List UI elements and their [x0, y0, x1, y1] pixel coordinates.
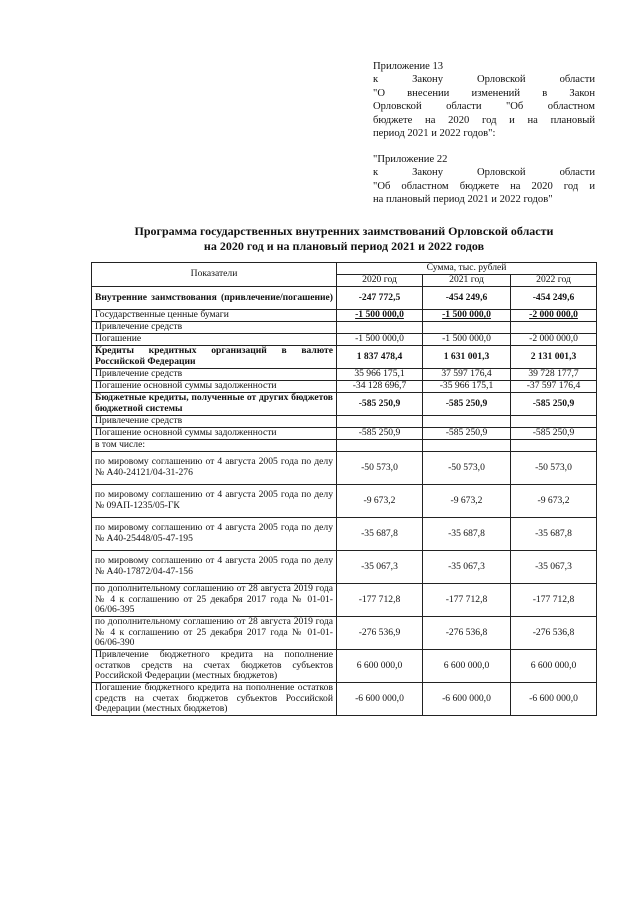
header-year: 2021 год	[423, 275, 511, 287]
row-value: -1 500 000,0	[423, 310, 511, 322]
row-value: -34 128 696,7	[337, 381, 423, 393]
table-row	[92, 452, 597, 485]
row-value: 37 597 176,4	[423, 369, 511, 381]
row-value: -585 250,9	[337, 428, 423, 440]
row-value: -6 600 000,0	[337, 683, 423, 716]
table-row	[92, 440, 597, 452]
row-label: Погашение	[92, 334, 337, 346]
row-value: 2 131 001,3	[511, 346, 597, 369]
row-value: -177 712,8	[423, 584, 511, 617]
row-value: 1 837 478,4	[337, 346, 423, 369]
row-value: -454 249,6	[423, 287, 511, 310]
row-value: -35 687,8	[423, 518, 511, 551]
table-row	[92, 287, 597, 310]
row-value: -35 067,3	[423, 551, 511, 584]
document-title	[90, 224, 598, 253]
row-value: -35 966 175,1	[423, 381, 511, 393]
row-value: -35 687,8	[337, 518, 423, 551]
row-value	[423, 416, 511, 428]
row-value	[511, 416, 597, 428]
row-value: -1 500 000,0	[337, 334, 423, 346]
row-value: -276 536,8	[423, 617, 511, 650]
row-value: -585 250,9	[337, 393, 423, 416]
borrowing-table	[91, 262, 597, 716]
row-label: Привлечение средств	[92, 369, 337, 381]
table-row	[92, 393, 597, 416]
row-value: -9 673,2	[511, 485, 597, 518]
row-value: -276 536,9	[337, 617, 423, 650]
row-value: 6 600 000,0	[511, 650, 597, 683]
row-label: по дополнительному соглашению от 28 августа 2019 года № 4 к соглашению от 25 декабря 2017 года № 01-01-06/06-390	[92, 617, 337, 650]
row-value	[423, 440, 511, 452]
row-value: -2 000 000,0	[511, 334, 597, 346]
row-label: по мировому соглашению от 4 августа 2005 года по делу № А40-24121/04-31-276	[92, 452, 337, 485]
title-line: на 2020 год и на плановый период 2021 и 2022 годов	[203, 238, 485, 253]
row-label: по мировому соглашению от 4 августа 2005 года по делу № А40-17872/04-47-156	[92, 551, 337, 584]
annex-13-line: Орловской области "Об областном	[373, 101, 595, 113]
table-row	[92, 428, 597, 440]
annex-13-block	[373, 60, 595, 140]
row-label: Погашение основной суммы задолженности	[92, 381, 337, 393]
row-value: 1 631 001,3	[423, 346, 511, 369]
table-row	[92, 322, 597, 334]
annex-13-line: "О внесении изменений в Закон	[373, 87, 595, 99]
row-label: в том числе:	[92, 440, 337, 452]
table-row	[92, 584, 597, 617]
row-value: -454 249,6	[511, 287, 597, 310]
row-value: -585 250,9	[423, 393, 511, 416]
annex-22-line: "Приложение 22	[373, 154, 448, 165]
title-line: Программа государственных внутренних заимствований Орловской области	[134, 224, 554, 238]
table-row	[92, 334, 597, 346]
row-label: по мировому соглашению от 4 августа 2005 года по делу № 09АП-1235/05-ГК	[92, 485, 337, 518]
annex-13-line: Приложение 13	[373, 61, 444, 72]
row-value: 6 600 000,0	[337, 650, 423, 683]
annex-22-block	[373, 153, 595, 207]
row-value: 35 966 175,1	[337, 369, 423, 381]
row-value: 39 728 177,7	[511, 369, 597, 381]
table-row	[92, 650, 597, 683]
annex-13-line: к Закону Орловской области	[373, 74, 595, 86]
row-label: Погашение бюджетного кредита на пополнение остатков средств на счетах бюджетов субъектов Российской Федерации (местных бюджетов)	[92, 683, 337, 716]
header-year: 2020 год	[337, 275, 423, 287]
row-value	[337, 440, 423, 452]
table-row	[92, 617, 597, 650]
annex-22-line: к Закону Орловской области	[373, 167, 595, 179]
row-value: -37 597 176,4	[511, 381, 597, 393]
table-row	[92, 683, 597, 716]
row-value: 6 600 000,0	[423, 650, 511, 683]
header-sum: Сумма, тыс. рублей	[337, 263, 597, 275]
header-year: 2022 год	[511, 275, 597, 287]
row-value: -9 673,2	[423, 485, 511, 518]
row-value: -247 772,5	[337, 287, 423, 310]
header-indicators: Показатели	[92, 263, 337, 287]
row-value: -585 250,9	[511, 393, 597, 416]
row-label: Привлечение средств	[92, 416, 337, 428]
row-value: -1 500 000,0	[423, 334, 511, 346]
row-value: -50 573,0	[511, 452, 597, 485]
row-label: по дополнительному соглашению от 28 августа 2019 года № 4 к соглашению от 25 декабря 2017 года № 01-01-06/06-395	[92, 584, 337, 617]
table-row	[92, 551, 597, 584]
row-value: -6 600 000,0	[423, 683, 511, 716]
row-label: Бюджетные кредиты, полученные от других бюджетов бюджетной системы	[92, 393, 337, 416]
row-value	[511, 322, 597, 334]
row-value: -50 573,0	[423, 452, 511, 485]
row-value	[337, 322, 423, 334]
row-value	[423, 322, 511, 334]
table-row	[92, 485, 597, 518]
row-label: по мировому соглашению от 4 августа 2005 года по делу № А40-25448/05-47-195	[92, 518, 337, 551]
table-row	[92, 346, 597, 369]
row-label: Погашение основной суммы задолженности	[92, 428, 337, 440]
row-value: -585 250,9	[423, 428, 511, 440]
row-value	[337, 416, 423, 428]
row-value: -177 712,8	[337, 584, 423, 617]
row-value: -50 573,0	[337, 452, 423, 485]
row-value: -35 067,3	[337, 551, 423, 584]
row-label: Государственные ценные бумаги	[92, 310, 337, 322]
row-value: -35 067,3	[511, 551, 597, 584]
table-row	[92, 310, 597, 322]
row-value	[511, 440, 597, 452]
table-row	[92, 381, 597, 393]
row-label: Внутренние заимствования (привлечение/погашение)	[92, 287, 337, 310]
row-value: -6 600 000,0	[511, 683, 597, 716]
annex-13-line: бюджете на 2020 год и на плановый	[373, 114, 595, 126]
table-row	[92, 518, 597, 551]
annex-22-line: "Об областном бюджете на 2020 год и	[373, 180, 595, 192]
row-label: Привлечение бюджетного кредита на пополнение остатков средств на счетах бюджетов субъектов Российской Федерации (местных бюджетов)	[92, 650, 337, 683]
row-value: -276 536,8	[511, 617, 597, 650]
row-value: -585 250,9	[511, 428, 597, 440]
row-label: Кредиты кредитных организаций в валюте Российской Федерации	[92, 346, 337, 369]
table-row	[92, 416, 597, 428]
row-value: -9 673,2	[337, 485, 423, 518]
row-value: -2 000 000,0	[511, 310, 597, 322]
row-label: Привлечение средств	[92, 322, 337, 334]
row-value: -1 500 000,0	[337, 310, 423, 322]
table-row	[92, 369, 597, 381]
annex-13-line: период 2021 и 2022 годов":	[373, 128, 496, 140]
row-value: -177 712,8	[511, 584, 597, 617]
row-value: -35 687,8	[511, 518, 597, 551]
annex-22-line: на плановый период 2021 и 2022 годов"	[373, 194, 553, 206]
